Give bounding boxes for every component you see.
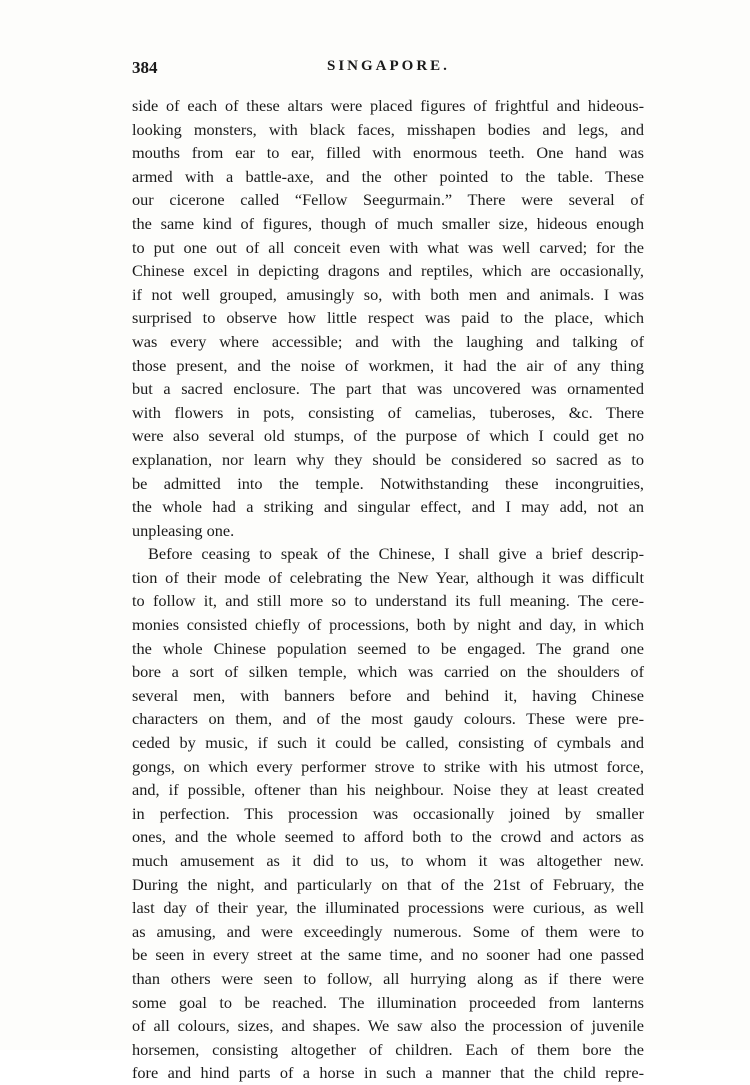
text-line: to follow it, and still more so to understand its full meaning. The cere- xyxy=(132,591,644,611)
text-line: to put one out of all conceit even with what was well carved; for the xyxy=(132,237,644,257)
text-line: and, if possible, oftener than his neighbour. Noise they at least created xyxy=(132,780,644,800)
text-line: side of each of these altars were placed figures of frightful and hideous- xyxy=(132,96,644,115)
page-header xyxy=(132,58,652,82)
text-line: During the night, and particularly on that of the 21st of February, the xyxy=(132,874,644,894)
text-line: but a sacred enclosure. The part that was uncovered was ornamented xyxy=(132,379,644,399)
text-line: several men, with banners before and behind it, having Chinese xyxy=(132,685,644,705)
page-number: 384 xyxy=(132,58,158,77)
text-line: mouths from ear to ear, filled with enormous teeth. One hand was xyxy=(132,143,644,163)
text-line: monies consisted chiefly of processions, both by night and day, in which xyxy=(132,615,644,635)
text-line: gongs, on which every performer strove to strike with his utmost force, xyxy=(132,756,644,776)
text-line: our cicerone called “Fellow Seegurmain.” There were several of xyxy=(132,190,644,210)
text-line: with flowers in pots, consisting of camelias, tuberoses, &c. There xyxy=(132,402,644,422)
text-line: the whole Chinese population seemed to be engaged. The grand one xyxy=(132,638,644,658)
text-line: in perfection. This procession was occasionally joined by smaller xyxy=(132,803,644,823)
text-line: ones, and the whole seemed to afford both to the crowd and actors as xyxy=(132,827,644,847)
text-line: those present, and the noise of workmen, it had the air of any thing xyxy=(132,355,644,375)
text-line: Chinese excel in depicting dragons and reptiles, which are occasionally, xyxy=(132,261,644,281)
text-line: much amusement as it did to us, to whom it was altogether new. xyxy=(132,851,644,870)
text-line: bore a sort of silken temple, which was carried on the shoulders of xyxy=(132,662,644,682)
text-line: as amusing, and were exceedingly numerous. Some of them were to xyxy=(132,921,644,941)
text-line: the whole had a striking and singular effect, and I may add, not an xyxy=(132,497,644,517)
text-line: than others were seen to follow, all hurrying along as if there were xyxy=(132,968,644,988)
text-line: looking monsters, with black faces, misshapen bodies and legs, and xyxy=(132,119,644,139)
text-line: were also several old stumps, of the purpose of which I could get no xyxy=(132,426,644,446)
text-line: horsemen, consisting altogether of children. Each of them bore the xyxy=(132,1039,644,1059)
text-line: the same kind of figures, though of much smaller size, hideous enough xyxy=(132,213,644,233)
text-line: surprised to observe how little respect was paid to the place, which xyxy=(132,308,644,328)
text-line: armed with a battle-axe, and the other pointed to the table. These xyxy=(132,166,644,186)
text-line: be admitted into the temple. Notwithstanding these incongruities, xyxy=(132,473,644,493)
text-line: some goal to be reached. The illumination proceeded from lanterns xyxy=(132,992,644,1012)
text-line: explanation, nor learn why they should be considered so sacred as to xyxy=(132,449,644,469)
text-line: ceded by music, if such it could be called, consisting of cymbals and xyxy=(132,733,644,753)
text-line: last day of their year, the illuminated processions were curious, as well xyxy=(132,898,644,918)
text-line: fore and hind parts of a horse in such a manner that the child repre- xyxy=(132,1063,644,1083)
text-line: be seen in every street at the same time, and no sooner had one passed xyxy=(132,945,644,965)
text-line: was every where accessible; and with the laughing and talking of xyxy=(132,331,644,351)
running-head: SINGAPORE. xyxy=(327,58,450,74)
paragraph-end-line: unpleasing one. xyxy=(132,520,235,540)
text-line: tion of their mode of celebrating the New Year, although it was difficult xyxy=(132,567,644,587)
text-line: characters on them, and of the most gaudy colours. These were pre- xyxy=(132,709,644,729)
paragraph-start-line: Before ceasing to speak of the Chinese, I shall give a brief descrip- xyxy=(148,544,644,564)
text-line: of all colours, sizes, and shapes. We saw also the procession of juvenile xyxy=(132,1016,644,1036)
text-line: if not well grouped, amusingly so, with both men and animals. I was xyxy=(132,284,644,304)
body-text xyxy=(132,94,644,1085)
